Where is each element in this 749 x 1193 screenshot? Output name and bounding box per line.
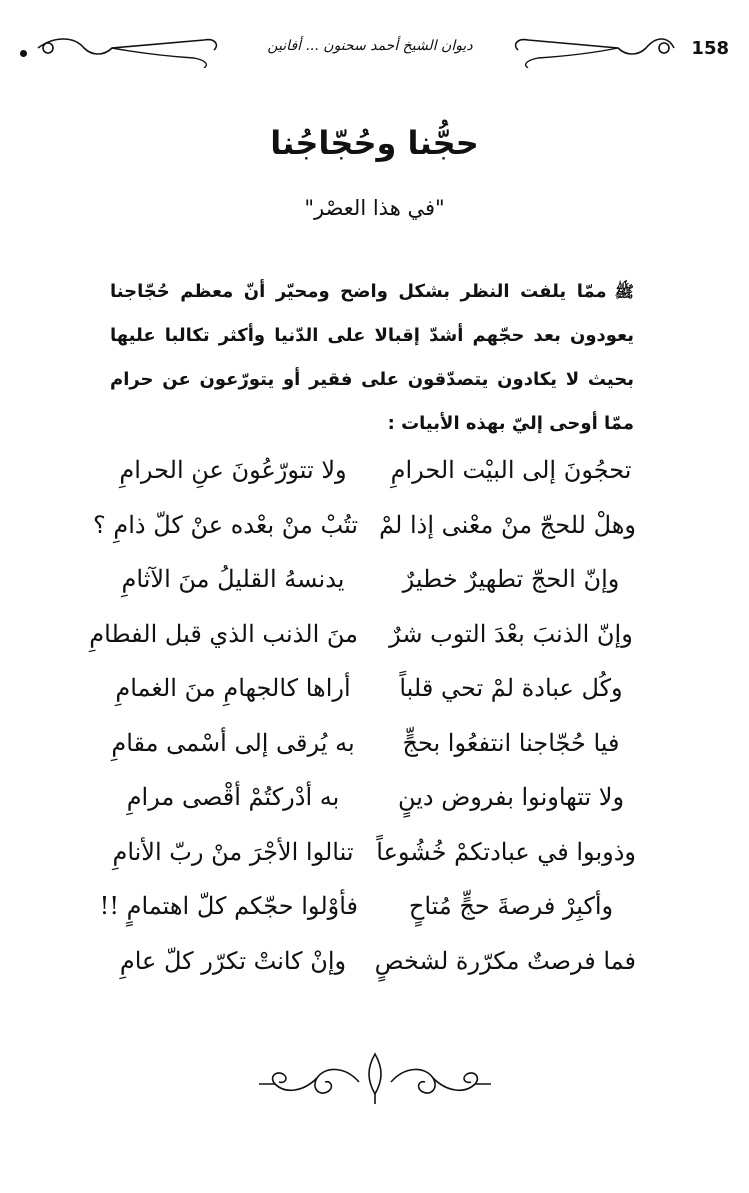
header-ornament-right-icon bbox=[508, 34, 678, 68]
footer-ornament-icon bbox=[255, 1048, 495, 1108]
header-ornament-left-icon bbox=[34, 34, 224, 68]
verse-second-hemistich: به أدْركتُمْ أقْصى مرامِ bbox=[126, 783, 340, 811]
verse-first-hemistich: فيا حُجّاجنا انتفعُوا بحجٍّ bbox=[402, 728, 620, 757]
verse-line bbox=[108, 939, 636, 994]
verse-second-hemistich: به يُرقى إلى أسْمى مقامِ bbox=[111, 728, 355, 757]
intro-symbol: ﷺ bbox=[614, 282, 634, 301]
verse-first-hemistich: وهلْ للحجّ منْ معْنى إذا لمْ bbox=[379, 510, 636, 539]
verse-second-hemistich: فأوْلوا حجّكم كلّ اهتمامٍ !! bbox=[99, 892, 358, 920]
verse-line bbox=[108, 830, 636, 885]
poem-subtitle: "في هذا العصْر" bbox=[304, 196, 445, 220]
header-dot bbox=[20, 50, 27, 57]
verse-line bbox=[99, 884, 636, 939]
verse-line bbox=[108, 666, 636, 721]
verse-second-hemistich: تنالوا الأجْرَ منْ ربّ الأنامِ bbox=[112, 837, 354, 866]
verse-first-hemistich: تحجُونَ إلى البيْت الحرامِ bbox=[390, 456, 632, 484]
verse-second-hemistich: تتُبْ منْ بعْده عنْ كلّ ذامِ ؟ bbox=[93, 510, 358, 539]
verse-line bbox=[108, 557, 636, 612]
verse-second-hemistich: يدنسهُ القليلُ منَ الآثامِ bbox=[121, 565, 345, 593]
page-number: 158 bbox=[691, 38, 729, 59]
verse-first-hemistich: وإنّ الذنبَ بعْدَ التوب شرٌ bbox=[389, 619, 633, 648]
verse-second-hemistich: منَ الذنب الذي قبل الفطامِ bbox=[89, 619, 358, 648]
verse-line bbox=[93, 503, 636, 558]
running-head bbox=[220, 36, 520, 56]
verse-first-hemistich: وكُل عبادة لمْ تحي قلباً bbox=[399, 674, 623, 702]
verses bbox=[89, 448, 636, 993]
verse-second-hemistich: وإنْ كانتْ تكرّر كلّ عامِ bbox=[119, 946, 347, 975]
running-head-line1: ديوان الشيخ أحمد سحنون ... أفانين bbox=[267, 38, 473, 54]
verse-second-hemistich: أراها كالجهامِ منَ الغمامِ bbox=[115, 674, 351, 702]
verse-second-hemistich: ولا تتورّعُونَ عنِ الحرامِ bbox=[119, 456, 347, 484]
verse-first-hemistich: وذوبوا في عبادتكمْ خُشُوعاً bbox=[376, 837, 636, 866]
verse-first-hemistich: فما فرصتٌ مكرّرة لشخصٍ bbox=[374, 946, 636, 975]
verse-first-hemistich: وإنّ الحجّ تطهيرٌ خطيرٌ bbox=[402, 565, 620, 593]
intro-text: ممّا يلفت النظر بشكل واضح ومحيّر أنّ معظم حُجّاجنا يعودون بعد حجّهم أشدّ إقبالا على الدّنيا وأكثر تكالبا عليها بحيث لا يكادون يتصدّقون على فقير أو يتورّعون عن حرام ممّا أوحى إليّ بهذه الأبيات : bbox=[110, 281, 634, 434]
verse-line bbox=[108, 721, 636, 776]
verse-first-hemistich: وأكبِرْ فرصةَ حجٍّ مُتاحٍ bbox=[408, 892, 614, 920]
intro-paragraph bbox=[110, 270, 634, 446]
page-header bbox=[20, 20, 729, 82]
verse-line bbox=[108, 775, 636, 830]
verse-line bbox=[108, 448, 636, 503]
poem-title: حجُّنا وحُجّاجُنا bbox=[270, 124, 479, 162]
verse-first-hemistich: ولا تتهاونوا بفروض دينٍ bbox=[397, 783, 625, 811]
verse-line bbox=[89, 612, 636, 667]
